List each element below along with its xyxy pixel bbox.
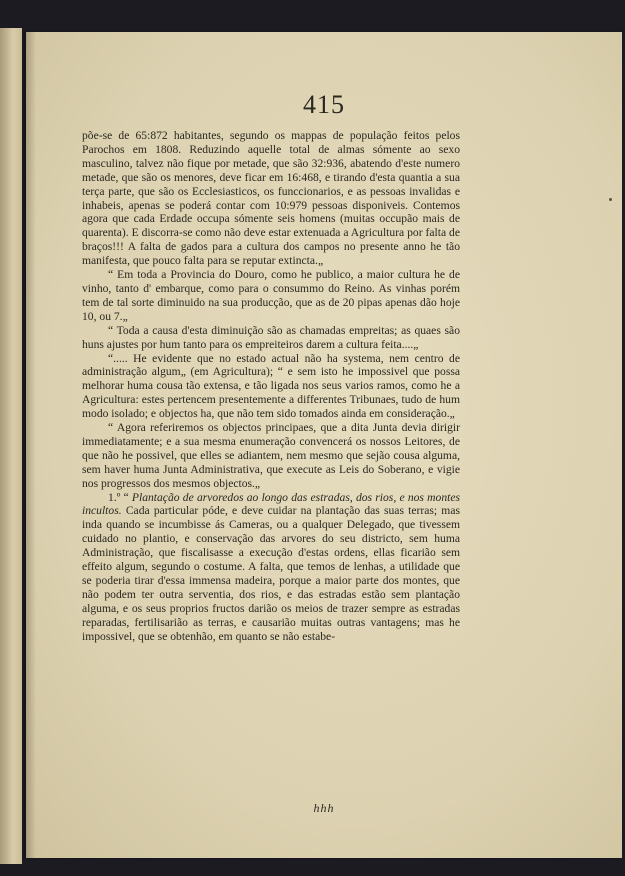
body-text: [82, 129, 460, 644]
item-heading: Plantação de arvoredos ao longo das estradas, dos rios, e nos montes incultos.: [82, 490, 460, 518]
signature-mark: hhh: [313, 801, 335, 815]
paragraph-junta: “ Agora referiremos os objectos principaes, que a dita Junta devia dirigir immediatamente; e a sua mesma enumeração convencerá os nossos Leitores, de que não he possivel, que elles se adiantem, nem mesmo que sejão cousa alguma, sem haver huma Junta Administrativa, que execute as Leis do Soberano, e vigie nos progressos dos mesmos objectos.„: [82, 421, 460, 490]
paragraph-douro: “ Em toda a Provincia do Douro, como he publico, a maior cultura he de vinho, tanto d' embarque, como para o consummo do Reino. As vinhas porém tem de tal sorte diminuido na sua producção, que as de 20 pipas apenas dão hoje 10, ou 7.„: [82, 268, 460, 323]
paragraph-population: põe-se de 65:872 habitantes, segundo os mappas de população feitos pelos Parochos em 1808. Reduzindo aquelle total de almas sómente ao sexo masculino, talvez não fique por metade, que são 32:936, abatendo d'este numero metade, que são os menores, deve ficar em 16:468, e tirando d'esta quantia a sua terça parte, que são os Ecclesiasticos, os funccionarios, e as pessoas invalidas e inhabeis, apenas se poderá contar com 10:979 pessoas disponiveis. Contemos agora que cada Erdade occupa sómente seis homens (muitas occupão mais de quarenta). E discorra-se como não deve estar extenuada a Agricultura por falta de braços!!! A falta de gados para a cultura dos campos no presente anno he tão manifesta, que pouco falta para se reputar extincta.„: [82, 129, 460, 268]
paragraph-administracao: “..... He evidente que no estado actual não ha systema, nem centro de administração algum„ (em Agricultura); “ e sem isto he impossivel que possa melhorar huma cousa tão extensa, e tão ligada nos seus varios ramos, como he a Agricultura: estes pertencem presentemente a differentes Tribunaes, tudo de hum modo isolado; e objectos ha, que não tem sido tomados ainda em consideração.„: [82, 351, 460, 421]
paragraph-empreitas: “ Toda a causa d'esta diminuição são as chamadas empreitas; as quaes são huns ajustes por hum tanto para os empreiteiros darem a cultura feita....„: [82, 323, 460, 351]
page-gutter-shadow: [26, 32, 36, 858]
paragraph-plantacao: [82, 491, 460, 644]
item-number: 1.º “: [108, 490, 132, 504]
facing-page-edge: [0, 28, 22, 864]
book-page: [26, 32, 622, 858]
ink-speck: [609, 198, 612, 201]
item-body: Cada particular póde, e deve cuidar na plantação das suas terras; mas inda quando se incumbisse ás Cameras, ou a qualquer Delegado, que tivessem cuidado no plantio, e conservação das arvores do seu districto, sem huma Administração, que fiscalisasse a execução d'estas ordens, ellas ficarião sem effeito algum, segundo o costume. A falta, que temos de lenhas, a utilidade que se poderia tirar d'essa immensa madeira, porque a maior parte dos montes, que não podem ter outra serventia, dos rios, e das estradas estão sem plantação alguma, e os seus proprios fructos darião os meios de trazer sempre as estradas reparadas, fertilisarião as terras, e causarião muitas outras vantagens; mas he impossivel, que se obtenhão, em quanto se não estabe-: [82, 504, 460, 643]
page-number: 415: [303, 90, 345, 119]
